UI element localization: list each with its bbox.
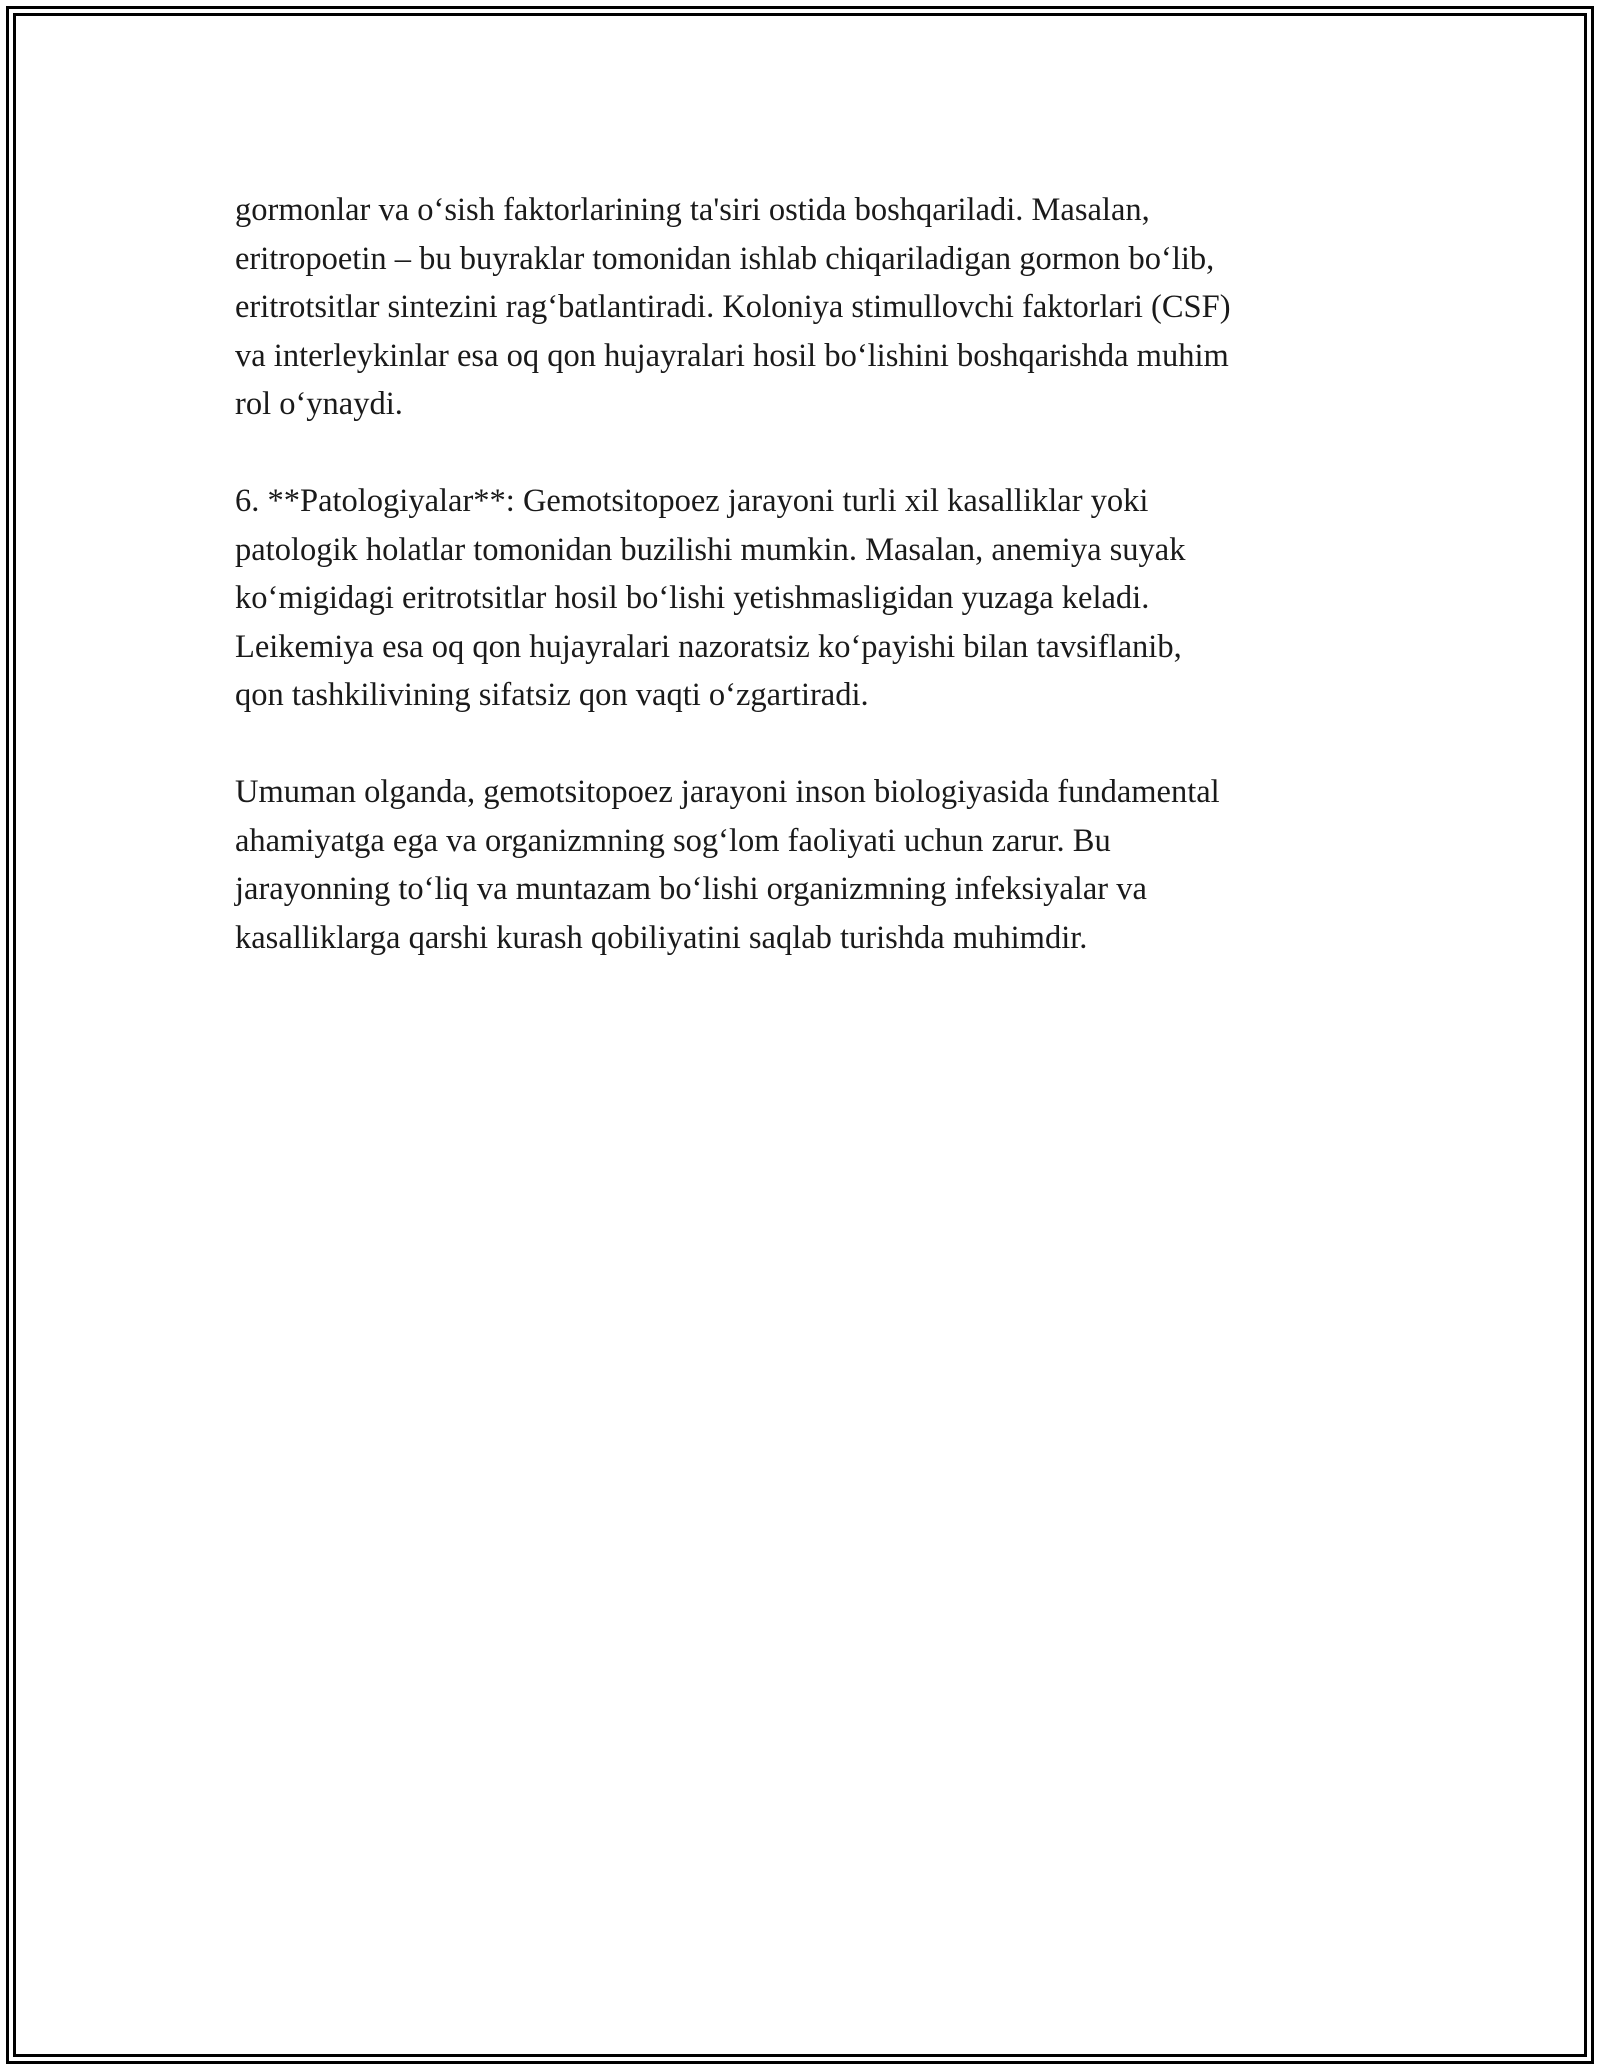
text-line: kasalliklarga qarshi kurash qobiliyatini saqlab turishda muhimdir. [235, 919, 1088, 956]
text-line: Umuman olganda, gemotsitopoez jarayoni inson biologiyasida fundamental [235, 774, 1220, 810]
text-line: ahamiyatga ega va organizmning sog‘lom faoliyati uchun zarur. Bu [235, 822, 1111, 859]
text-line: eritropoetin – bu buyraklar tomonidan ishlab chiqariladigan gormon bo‘lib, [235, 240, 1215, 277]
paragraph-conclusion [235, 768, 1375, 962]
text-line: Leikemiya esa oq qon hujayralari nazoratsiz ko‘payishi bilan tavsiflanib, [235, 628, 1182, 665]
text-line: rol o‘ynaydi. [235, 386, 403, 422]
paragraph-hormones [235, 186, 1375, 429]
document-body [235, 186, 1375, 1011]
paragraph-pathologies [235, 477, 1375, 720]
text-line: qon tashkilivining sifatsiz qon vaqti o‘zgartiradi. [235, 677, 869, 713]
text-line: ko‘migidagi eritrotsitlar hosil bo‘lishi yetishmasligidan yuzaga keladi. [235, 580, 1150, 616]
text-line: patologik holatlar tomonidan buzilishi mumkin. Masalan, anemiya suyak [235, 531, 1186, 568]
text-line: eritrotsitlar sintezini rag‘batlantiradi. Koloniya stimullovchi faktorlari (CSF) [235, 289, 1231, 325]
text-line: va interleykinlar esa oq qon hujayralari hosil bo‘lishini boshqarishda muhim [235, 337, 1229, 374]
text-line: gormonlar va o‘sish faktorlarining ta'siri ostida boshqariladi. Masalan, [235, 192, 1150, 228]
text-line: 6. **Patologiyalar**: Gemotsitopoez jarayoni turli xil kasalliklar yoki [235, 483, 1149, 519]
text-line: jarayonning to‘liq va muntazam bo‘lishi organizmning infeksiyalar va [235, 871, 1147, 907]
